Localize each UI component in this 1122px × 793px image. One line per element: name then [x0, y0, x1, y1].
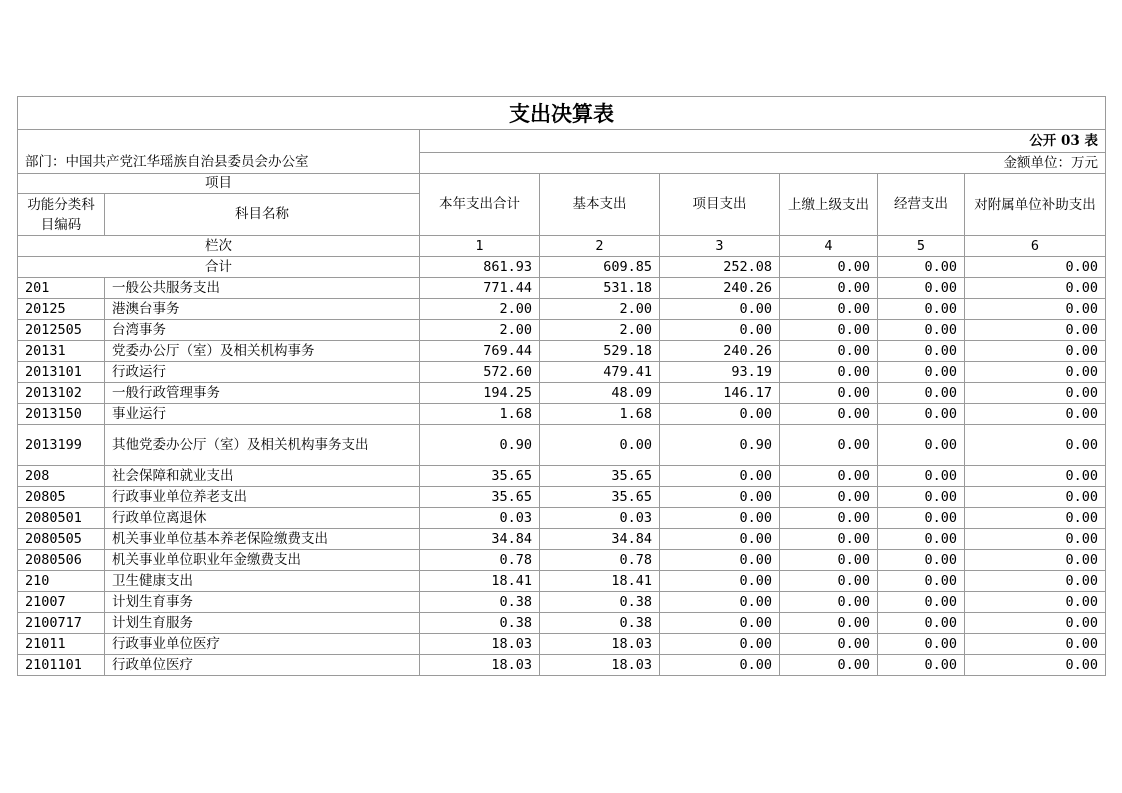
amount-cell: 1.68	[540, 404, 660, 425]
amount-cell: 0.00	[660, 550, 780, 571]
subject-code: 21011	[18, 634, 105, 655]
total-row	[18, 257, 1106, 278]
col-num: 1	[420, 236, 540, 257]
header-subsidy: 对附属单位补助支出	[965, 174, 1106, 236]
department-label: 部门：中国共产党江华瑶族自治县委员会办公室	[18, 153, 420, 174]
table-row	[18, 529, 1106, 550]
amount-cell: 0.78	[420, 550, 540, 571]
row-index-label: 栏次	[18, 236, 420, 257]
amount-cell: 35.65	[540, 466, 660, 487]
subject-code: 2013150	[18, 404, 105, 425]
subject-code: 2013101	[18, 362, 105, 383]
amount-cell: 93.19	[660, 362, 780, 383]
header-basic: 基本支出	[540, 174, 660, 236]
total-value: 0.00	[878, 257, 965, 278]
table-row	[18, 550, 1106, 571]
amount-cell: 0.00	[660, 571, 780, 592]
header-upper: 上缴上级支出	[780, 174, 878, 236]
table-row	[18, 404, 1106, 425]
subject-code: 2100717	[18, 613, 105, 634]
total-value: 0.00	[965, 257, 1106, 278]
amount-cell: 0.00	[660, 508, 780, 529]
amount-cell: 0.00	[780, 425, 878, 466]
col-num: 5	[878, 236, 965, 257]
amount-cell: 0.00	[878, 320, 965, 341]
amount-cell: 0.00	[878, 571, 965, 592]
subject-name: 社会保障和就业支出	[105, 466, 420, 487]
amount-cell: 0.38	[540, 613, 660, 634]
amount-cell: 0.00	[878, 613, 965, 634]
amount-cell: 0.00	[878, 362, 965, 383]
subject-name: 卫生健康支出	[105, 571, 420, 592]
table-row	[18, 341, 1106, 362]
amount-cell: 0.03	[540, 508, 660, 529]
subject-name: 计划生育服务	[105, 613, 420, 634]
total-value: 0.00	[780, 257, 878, 278]
amount-cell: 0.00	[965, 592, 1106, 613]
total-label: 合计	[18, 257, 420, 278]
amount-cell: 0.00	[878, 404, 965, 425]
amount-cell: 0.00	[660, 299, 780, 320]
amount-cell: 0.00	[660, 655, 780, 676]
subject-name: 机关事业单位基本养老保险缴费支出	[105, 529, 420, 550]
amount-cell: 18.03	[420, 634, 540, 655]
amount-cell: 0.00	[965, 529, 1106, 550]
table-row	[18, 592, 1106, 613]
total-value: 252.08	[660, 257, 780, 278]
amount-cell: 531.18	[540, 278, 660, 299]
amount-cell: 240.26	[660, 278, 780, 299]
table-row	[18, 383, 1106, 404]
subject-name: 计划生育事务	[105, 592, 420, 613]
subject-name: 机关事业单位职业年金缴费支出	[105, 550, 420, 571]
amount-cell: 0.38	[420, 613, 540, 634]
amount-cell: 0.00	[878, 487, 965, 508]
amount-cell: 194.25	[420, 383, 540, 404]
subject-name: 行政事业单位医疗	[105, 634, 420, 655]
amount-cell: 0.00	[965, 278, 1106, 299]
table-row	[18, 655, 1106, 676]
amount-cell: 0.00	[780, 278, 878, 299]
amount-cell: 2.00	[540, 320, 660, 341]
subject-code: 20131	[18, 341, 105, 362]
amount-cell: 0.00	[660, 320, 780, 341]
amount-cell: 0.90	[660, 425, 780, 466]
header-project: 项目支出	[660, 174, 780, 236]
header-item: 项目	[18, 174, 420, 194]
table-row	[18, 466, 1106, 487]
amount-cell: 0.03	[420, 508, 540, 529]
expenditure-table	[17, 96, 1106, 676]
subject-name: 行政单位医疗	[105, 655, 420, 676]
amount-cell: 0.00	[660, 529, 780, 550]
subject-code: 210	[18, 571, 105, 592]
subject-code: 2013102	[18, 383, 105, 404]
amount-cell: 529.18	[540, 341, 660, 362]
col-num: 2	[540, 236, 660, 257]
amount-cell: 18.03	[420, 655, 540, 676]
amount-cell: 0.00	[878, 592, 965, 613]
amount-cell: 48.09	[540, 383, 660, 404]
amount-cell: 0.00	[780, 299, 878, 320]
amount-cell: 0.00	[965, 383, 1106, 404]
subject-name: 党委办公厅（室）及相关机构事务	[105, 341, 420, 362]
subject-code: 2080505	[18, 529, 105, 550]
amount-cell: 0.00	[780, 404, 878, 425]
amount-cell: 0.00	[965, 571, 1106, 592]
amount-cell: 0.00	[878, 341, 965, 362]
table-row	[18, 299, 1106, 320]
amount-cell: 0.00	[878, 383, 965, 404]
subject-code: 2013199	[18, 425, 105, 466]
amount-cell: 0.00	[965, 550, 1106, 571]
subject-name: 其他党委办公厅（室）及相关机构事务支出	[105, 425, 420, 466]
header-business: 经营支出	[878, 174, 965, 236]
col-num: 6	[965, 236, 1106, 257]
table-row	[18, 571, 1106, 592]
subject-code: 2012505	[18, 320, 105, 341]
amount-cell: 0.00	[780, 341, 878, 362]
amount-cell: 0.00	[780, 634, 878, 655]
amount-cell: 0.00	[878, 550, 965, 571]
amount-cell: 0.00	[965, 362, 1106, 383]
amount-cell: 0.00	[878, 508, 965, 529]
subject-code: 201	[18, 278, 105, 299]
amount-cell: 0.00	[965, 508, 1106, 529]
amount-cell: 2.00	[540, 299, 660, 320]
col-num: 4	[780, 236, 878, 257]
table-row	[18, 487, 1106, 508]
subject-code: 21007	[18, 592, 105, 613]
col-num: 3	[660, 236, 780, 257]
header-subject-name: 科目名称	[105, 194, 420, 236]
table-row	[18, 320, 1106, 341]
subject-name: 行政运行	[105, 362, 420, 383]
subject-code: 20805	[18, 487, 105, 508]
amount-cell: 0.00	[780, 508, 878, 529]
amount-cell: 0.00	[780, 320, 878, 341]
amount-cell: 0.00	[878, 299, 965, 320]
amount-cell: 34.84	[420, 529, 540, 550]
amount-cell: 2.00	[420, 299, 540, 320]
amount-cell: 0.00	[965, 634, 1106, 655]
amount-cell: 146.17	[660, 383, 780, 404]
amount-cell: 0.00	[878, 425, 965, 466]
table-row	[18, 634, 1106, 655]
amount-cell: 0.00	[780, 383, 878, 404]
amount-cell: 0.00	[780, 487, 878, 508]
amount-cell: 0.78	[540, 550, 660, 571]
subject-code: 20125	[18, 299, 105, 320]
amount-cell: 0.00	[780, 466, 878, 487]
amount-cell: 769.44	[420, 341, 540, 362]
amount-cell: 0.00	[965, 655, 1106, 676]
subject-name: 行政单位离退休	[105, 508, 420, 529]
amount-cell: 0.00	[660, 592, 780, 613]
form-id: 公开 03 表	[420, 130, 1106, 153]
amount-cell: 0.90	[420, 425, 540, 466]
subject-code: 208	[18, 466, 105, 487]
table-row	[18, 278, 1106, 299]
header-total: 本年支出合计	[420, 174, 540, 236]
amount-cell: 771.44	[420, 278, 540, 299]
amount-cell: 18.41	[420, 571, 540, 592]
amount-cell: 18.03	[540, 634, 660, 655]
amount-cell: 572.60	[420, 362, 540, 383]
subject-name: 一般公共服务支出	[105, 278, 420, 299]
subject-name: 一般行政管理事务	[105, 383, 420, 404]
amount-cell: 0.00	[965, 425, 1106, 466]
subject-code: 2080506	[18, 550, 105, 571]
amount-cell: 0.00	[660, 404, 780, 425]
table-row	[18, 508, 1106, 529]
amount-cell: 34.84	[540, 529, 660, 550]
amount-cell: 0.00	[878, 634, 965, 655]
amount-cell: 0.00	[660, 466, 780, 487]
amount-cell: 0.00	[965, 404, 1106, 425]
amount-cell: 0.00	[780, 362, 878, 383]
amount-cell: 0.00	[965, 320, 1106, 341]
amount-cell: 0.00	[965, 341, 1106, 362]
subject-name: 事业运行	[105, 404, 420, 425]
amount-cell: 0.00	[780, 655, 878, 676]
blank-cell	[18, 130, 420, 153]
amount-cell: 0.00	[878, 655, 965, 676]
amount-cell: 0.00	[660, 613, 780, 634]
amount-cell: 0.00	[878, 278, 965, 299]
amount-cell: 0.00	[780, 613, 878, 634]
expenditure-sheet	[17, 96, 1105, 676]
table-row	[18, 613, 1106, 634]
table-title: 支出决算表	[18, 97, 1106, 130]
amount-cell: 0.00	[660, 634, 780, 655]
header-func-code: 功能分类科目编码	[18, 194, 105, 236]
unit-label: 金额单位：万元	[420, 153, 1106, 174]
total-value: 609.85	[540, 257, 660, 278]
table-row	[18, 425, 1106, 466]
amount-cell: 0.00	[540, 425, 660, 466]
amount-cell: 0.00	[780, 571, 878, 592]
amount-cell: 2.00	[420, 320, 540, 341]
subject-name: 行政事业单位养老支出	[105, 487, 420, 508]
amount-cell: 0.00	[965, 299, 1106, 320]
amount-cell: 35.65	[540, 487, 660, 508]
amount-cell: 0.00	[878, 466, 965, 487]
amount-cell: 0.00	[965, 613, 1106, 634]
amount-cell: 479.41	[540, 362, 660, 383]
subject-code: 2101101	[18, 655, 105, 676]
subject-name: 台湾事务	[105, 320, 420, 341]
amount-cell: 0.38	[540, 592, 660, 613]
subject-name: 港澳台事务	[105, 299, 420, 320]
amount-cell: 35.65	[420, 466, 540, 487]
amount-cell: 0.00	[965, 487, 1106, 508]
amount-cell: 0.00	[878, 529, 965, 550]
subject-code: 2080501	[18, 508, 105, 529]
amount-cell: 0.38	[420, 592, 540, 613]
total-value: 861.93	[420, 257, 540, 278]
amount-cell: 0.00	[780, 550, 878, 571]
amount-cell: 35.65	[420, 487, 540, 508]
amount-cell: 0.00	[660, 487, 780, 508]
amount-cell: 18.41	[540, 571, 660, 592]
table-row	[18, 362, 1106, 383]
amount-cell: 0.00	[780, 529, 878, 550]
amount-cell: 0.00	[965, 466, 1106, 487]
amount-cell: 0.00	[780, 592, 878, 613]
amount-cell: 18.03	[540, 655, 660, 676]
amount-cell: 1.68	[420, 404, 540, 425]
amount-cell: 240.26	[660, 341, 780, 362]
